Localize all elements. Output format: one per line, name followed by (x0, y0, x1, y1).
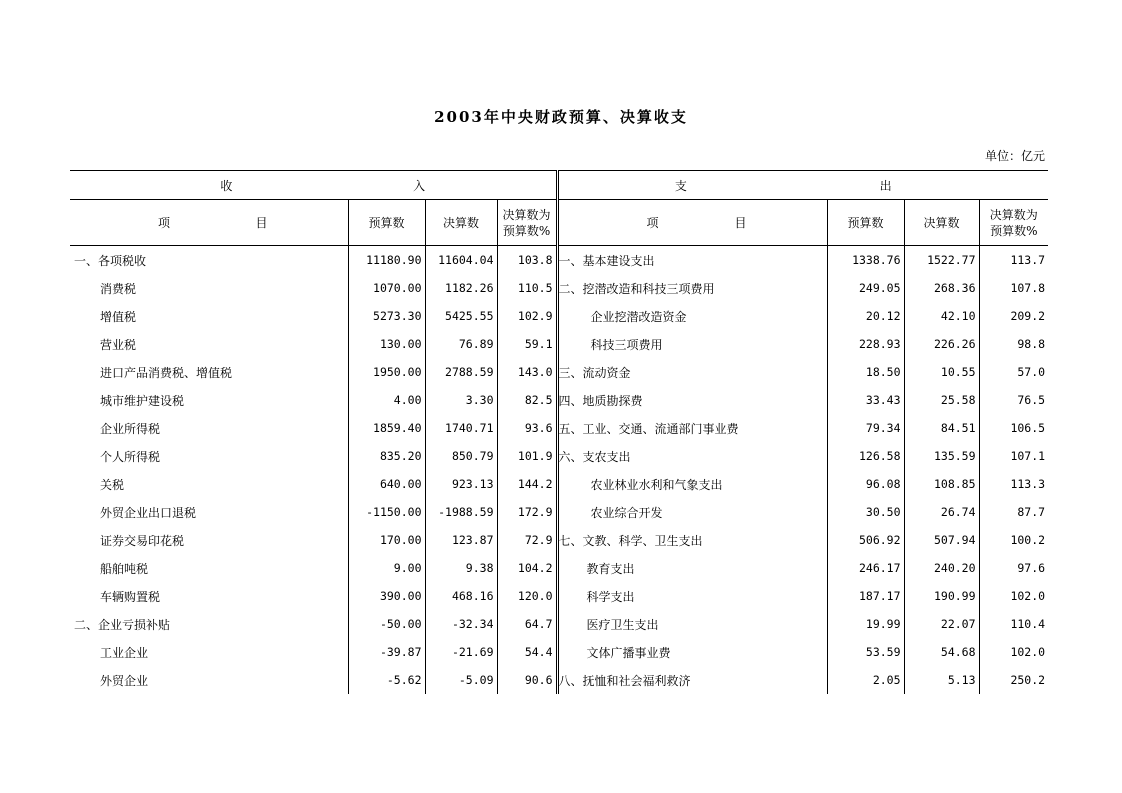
expense-item-name: 四、地质勘探费 (558, 393, 643, 408)
table-row (70, 274, 1048, 302)
expense-item-name: 五、工业、交通、流通部门事业费 (558, 421, 739, 436)
income-budget-value: 5273.30 (348, 302, 425, 330)
expense-item-name: 八、抚恤和社会福利救济 (558, 673, 691, 688)
expense-ratio-value: 97.6 (979, 554, 1048, 582)
expense-final-value: 54.68 (904, 638, 979, 666)
income-ratio-value: 104.2 (497, 554, 557, 582)
income-final-value: 5425.55 (425, 302, 497, 330)
income-item-name: 个人所得税 (100, 449, 161, 464)
income-group-label-2: 入 (413, 178, 426, 193)
ratio-header-1: 决算数为 (989, 207, 1038, 222)
income-budget-value: -50.00 (348, 610, 425, 638)
income-item-name: 营业税 (100, 337, 137, 352)
ratio-header-1: 决算数为 (502, 207, 551, 222)
income-final-value: 9.38 (425, 554, 497, 582)
income-item-name: 外贸企业出口退税 (100, 505, 197, 520)
expense-ratio-value: 250.2 (979, 666, 1048, 694)
table-row (70, 498, 1048, 526)
expense-budget-value: 126.58 (827, 442, 904, 470)
right-budget-header: 预算数 (827, 200, 904, 246)
income-item-name: 城市维护建设税 (100, 393, 185, 408)
income-budget-value: -5.62 (348, 666, 425, 694)
income-item-name: 二、企业亏损补贴 (74, 617, 171, 632)
income-budget-value: 1070.00 (348, 274, 425, 302)
income-item-name: 车辆购置税 (100, 589, 161, 604)
expense-budget-value: 228.93 (827, 330, 904, 358)
income-ratio-value: 59.1 (497, 330, 557, 358)
income-final-value: 3.30 (425, 386, 497, 414)
income-ratio-value: 102.9 (497, 302, 557, 330)
expense-budget-value: 19.99 (827, 610, 904, 638)
expense-ratio-value: 98.8 (979, 330, 1048, 358)
left-budget-header: 预算数 (348, 200, 425, 246)
expense-ratio-value: 102.0 (979, 582, 1048, 610)
income-item-name: 增值税 (100, 309, 137, 324)
income-ratio-value: 110.5 (497, 274, 557, 302)
income-ratio-value: 82.5 (497, 386, 557, 414)
expense-final-value: 135.59 (904, 442, 979, 470)
income-item-name: 企业所得税 (100, 421, 161, 436)
expense-final-value: 240.20 (904, 554, 979, 582)
income-final-value: 11604.04 (425, 246, 497, 275)
expense-ratio-value: 107.8 (979, 274, 1048, 302)
expense-ratio-value: 106.5 (979, 414, 1048, 442)
expense-final-value: 1522.77 (904, 246, 979, 275)
expense-ratio-value: 76.5 (979, 386, 1048, 414)
page-title: 2003年中央财政预算、决算收支 (434, 108, 688, 126)
income-item-name: 船舶吨税 (100, 561, 149, 576)
column-header-row (70, 200, 1048, 246)
expense-item-name: 二、挖潜改造和科技三项费用 (558, 281, 715, 296)
income-final-value: 123.87 (425, 526, 497, 554)
income-budget-value: 130.00 (348, 330, 425, 358)
ratio-header-2: 预算数% (502, 223, 551, 238)
expense-ratio-value: 57.0 (979, 358, 1048, 386)
income-final-value: 923.13 (425, 470, 497, 498)
income-ratio-value: 120.0 (497, 582, 557, 610)
table-row (70, 442, 1048, 470)
expense-ratio-value: 110.4 (979, 610, 1048, 638)
expense-budget-value: 18.50 (827, 358, 904, 386)
right-ratio-header (979, 200, 1048, 246)
income-ratio-value: 90.6 (497, 666, 557, 694)
expense-ratio-value: 113.7 (979, 246, 1048, 275)
income-final-value: 468.16 (425, 582, 497, 610)
item-header-2: 目 (734, 215, 747, 230)
income-ratio-value: 101.9 (497, 442, 557, 470)
expense-group-label-1: 支 (674, 178, 687, 193)
income-item-name: 进口产品消费税、增值税 (100, 365, 233, 380)
expense-ratio-value: 113.3 (979, 470, 1048, 498)
expense-final-value: 507.94 (904, 526, 979, 554)
item-header-1: 项 (158, 215, 171, 230)
expense-budget-value: 96.08 (827, 470, 904, 498)
group-header-row (70, 171, 1048, 200)
expense-item-name: 六、支农支出 (558, 449, 631, 464)
expense-budget-value: 20.12 (827, 302, 904, 330)
expense-item-name: 教育支出 (586, 561, 635, 576)
table-row (70, 246, 1048, 275)
income-item-name: 消费税 (100, 281, 137, 296)
income-item-name: 关税 (100, 477, 125, 492)
income-ratio-value: 72.9 (497, 526, 557, 554)
table-body (70, 246, 1048, 695)
income-final-value: 2788.59 (425, 358, 497, 386)
right-final-header: 决算数 (904, 200, 979, 246)
income-final-value: 1740.71 (425, 414, 497, 442)
unit-label: 单位：亿元 (984, 149, 1045, 163)
income-ratio-value: 93.6 (497, 414, 557, 442)
item-header-1: 项 (646, 215, 659, 230)
income-final-value: -32.34 (425, 610, 497, 638)
expense-final-value: 42.10 (904, 302, 979, 330)
table-row (70, 638, 1048, 666)
income-final-value: 850.79 (425, 442, 497, 470)
expense-ratio-value: 107.1 (979, 442, 1048, 470)
table-row (70, 582, 1048, 610)
expense-final-value: 22.07 (904, 610, 979, 638)
table-row (70, 330, 1048, 358)
income-final-value: -5.09 (425, 666, 497, 694)
income-budget-value: 11180.90 (348, 246, 425, 275)
expense-ratio-value: 102.0 (979, 638, 1048, 666)
expense-ratio-value: 100.2 (979, 526, 1048, 554)
income-budget-value: 170.00 (348, 526, 425, 554)
table-row (70, 470, 1048, 498)
income-ratio-value: 54.4 (497, 638, 557, 666)
income-final-value: 76.89 (425, 330, 497, 358)
income-item-name: 工业企业 (100, 645, 149, 660)
expense-item-name: 文体广播事业费 (586, 645, 671, 660)
income-item-name: 证券交易印花税 (100, 533, 185, 548)
expense-item-name: 一、基本建设支出 (558, 253, 655, 268)
expense-item-name: 医疗卫生支出 (586, 617, 659, 632)
table-row (70, 666, 1048, 694)
expense-budget-value: 30.50 (827, 498, 904, 526)
expense-budget-value: 249.05 (827, 274, 904, 302)
table-row (70, 414, 1048, 442)
table-row (70, 386, 1048, 414)
income-group-header (70, 171, 557, 200)
income-budget-value: -39.87 (348, 638, 425, 666)
table-row (70, 302, 1048, 330)
income-group-label-1: 收 (220, 178, 233, 193)
income-ratio-value: 64.7 (497, 610, 557, 638)
expense-group-header (557, 171, 1048, 200)
expense-final-value: 25.58 (904, 386, 979, 414)
table-row (70, 358, 1048, 386)
income-ratio-value: 144.2 (497, 470, 557, 498)
income-final-value: 1182.26 (425, 274, 497, 302)
expense-final-value: 10.55 (904, 358, 979, 386)
expense-final-value: 190.99 (904, 582, 979, 610)
income-ratio-value: 103.8 (497, 246, 557, 275)
table-row (70, 610, 1048, 638)
income-budget-value: 835.20 (348, 442, 425, 470)
income-budget-value: 9.00 (348, 554, 425, 582)
expense-item-name: 科技三项费用 (590, 337, 663, 352)
expense-final-value: 226.26 (904, 330, 979, 358)
expense-budget-value: 187.17 (827, 582, 904, 610)
expense-final-value: 84.51 (904, 414, 979, 442)
expense-budget-value: 2.05 (827, 666, 904, 694)
expense-final-value: 5.13 (904, 666, 979, 694)
left-item-header (70, 200, 348, 246)
expense-budget-value: 1338.76 (827, 246, 904, 275)
expense-item-name: 农业综合开发 (590, 505, 663, 520)
income-item-name: 一、各项税收 (74, 253, 147, 268)
income-final-value: -21.69 (425, 638, 497, 666)
expense-budget-value: 33.43 (827, 386, 904, 414)
income-ratio-value: 143.0 (497, 358, 557, 386)
income-item-name: 外贸企业 (100, 673, 149, 688)
ratio-header-2: 预算数% (990, 223, 1038, 238)
income-ratio-value: 172.9 (497, 498, 557, 526)
income-budget-value: 1859.40 (348, 414, 425, 442)
table-row (70, 554, 1048, 582)
income-budget-value: -1150.00 (348, 498, 425, 526)
expense-item-name: 三、流动资金 (558, 365, 631, 380)
income-budget-value: 1950.00 (348, 358, 425, 386)
expense-final-value: 26.74 (904, 498, 979, 526)
income-budget-value: 640.00 (348, 470, 425, 498)
income-budget-value: 390.00 (348, 582, 425, 610)
income-budget-value: 4.00 (348, 386, 425, 414)
income-final-value: -1988.59 (425, 498, 497, 526)
left-final-header: 决算数 (425, 200, 497, 246)
expense-final-value: 108.85 (904, 470, 979, 498)
expense-final-value: 268.36 (904, 274, 979, 302)
expense-item-name: 农业林业水利和气象支出 (590, 477, 723, 492)
left-ratio-header (497, 200, 557, 246)
right-item-header (557, 200, 827, 246)
expense-budget-value: 506.92 (827, 526, 904, 554)
budget-table (70, 170, 1048, 694)
table-row (70, 526, 1048, 554)
expense-budget-value: 246.17 (827, 554, 904, 582)
expense-item-name: 七、文教、科学、卫生支出 (558, 533, 703, 548)
item-header-2: 目 (255, 215, 268, 230)
expense-ratio-value: 87.7 (979, 498, 1048, 526)
expense-ratio-value: 209.2 (979, 302, 1048, 330)
expense-group-label-2: 出 (879, 178, 892, 193)
expense-item-name: 企业挖潜改造资金 (590, 309, 687, 324)
expense-budget-value: 53.59 (827, 638, 904, 666)
expense-budget-value: 79.34 (827, 414, 904, 442)
expense-item-name: 科学支出 (586, 589, 635, 604)
